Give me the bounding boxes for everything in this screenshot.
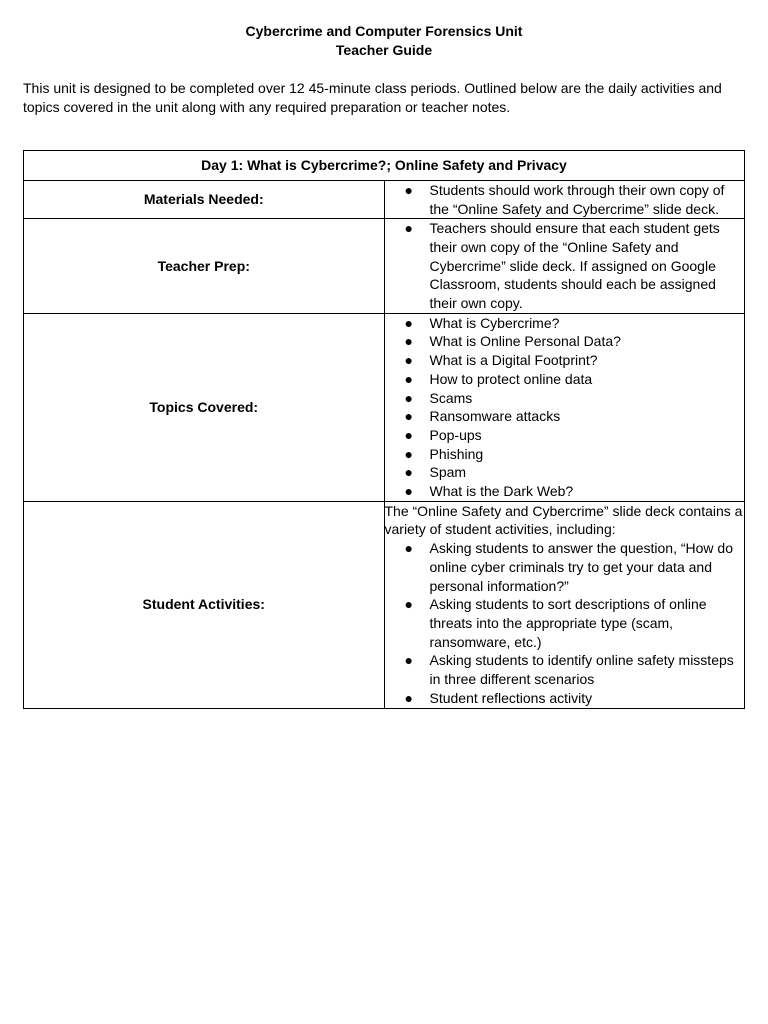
activities-label: Student Activities:	[24, 501, 385, 708]
bullet-icon: ●	[404, 464, 413, 481]
topics-row	[24, 313, 745, 501]
table-header-row	[24, 150, 745, 180]
list-item	[385, 445, 745, 464]
teacher-prep-label: Teacher Prep:	[24, 219, 385, 314]
list-item	[385, 539, 745, 595]
list-item	[385, 351, 745, 370]
intro-paragraph: This unit is designed to be completed over 12 45-minute class periods. Outlined below are the daily activities and topics covered in the unit along with any required preparation or teacher notes.	[23, 80, 722, 116]
list-item-text: What is the Dark Web?	[429, 483, 574, 500]
materials-row	[24, 180, 745, 218]
list-item	[385, 482, 745, 501]
bullet-icon: ●	[404, 314, 413, 331]
list-item	[385, 219, 745, 313]
bullet-icon: ●	[404, 389, 413, 406]
list-item	[385, 463, 745, 482]
list-item-text: Ransomware attacks	[429, 408, 561, 425]
teacher-prep-row	[24, 219, 745, 314]
list-item	[385, 689, 745, 708]
bullet-icon: ●	[404, 652, 413, 669]
list-item	[385, 314, 745, 333]
bullet-icon: ●	[404, 540, 413, 557]
document-subtitle: Teacher Guide	[335, 41, 433, 58]
topics-list	[385, 314, 745, 501]
activities-intro: The “Online Safety and Cybercrime” slide deck contains a variety of student activities, including:	[384, 502, 743, 538]
bullet-icon: ●	[404, 333, 413, 350]
list-item-text: Phishing	[429, 445, 484, 462]
list-item-text: Asking students to sort descriptions of online threats into the appropriate type (scam, ransomware, etc.)	[429, 596, 707, 650]
document-page	[23, 22, 745, 709]
bullet-icon: ●	[404, 596, 413, 613]
bullet-icon: ●	[404, 220, 413, 237]
list-item-text: Scams	[429, 389, 473, 406]
day-1-table	[23, 150, 745, 709]
list-item-text: What is Online Personal Data?	[429, 333, 621, 350]
list-item	[385, 426, 745, 445]
list-item	[385, 181, 745, 218]
topics-content	[384, 313, 745, 501]
list-item-text: How to protect online data	[429, 370, 593, 387]
list-item-text: What is Cybercrime?	[429, 314, 560, 331]
bullet-icon: ●	[404, 181, 413, 198]
list-item-text: What is a Digital Footprint?	[429, 352, 598, 369]
activities-row	[24, 501, 745, 708]
bullet-icon: ●	[404, 426, 413, 443]
bullet-icon: ●	[404, 352, 413, 369]
list-item	[385, 332, 745, 351]
activities-list	[385, 539, 745, 707]
bullet-icon: ●	[404, 483, 413, 500]
list-item-text: Spam	[429, 464, 467, 481]
materials-label: Materials Needed:	[24, 180, 385, 218]
topics-label: Topics Covered:	[24, 313, 385, 501]
day-header: Day 1: What is Cybercrime?; Online Safety and Privacy	[24, 150, 745, 180]
teacher-prep-list	[385, 219, 745, 313]
teacher-prep-content	[384, 219, 745, 314]
list-item-text: Student reflections activity	[429, 689, 593, 706]
list-item	[385, 370, 745, 389]
activities-content	[384, 501, 745, 708]
list-item-text: Asking students to answer the question, “How do online cyber criminals try to get your data and personal information?”	[429, 540, 734, 594]
materials-content	[384, 180, 745, 218]
list-item	[385, 407, 745, 426]
list-item-text: Asking students to identify online safety missteps in three different scenarios	[429, 652, 734, 688]
bullet-icon: ●	[404, 445, 413, 462]
materials-list	[385, 181, 745, 218]
list-item	[385, 651, 745, 688]
list-item-text: Students should work through their own copy of the “Online Safety and Cybercrime” slide deck.	[429, 181, 725, 217]
bullet-icon: ●	[404, 689, 413, 706]
list-item	[385, 389, 745, 408]
document-title: Cybercrime and Computer Forensics Unit	[245, 23, 523, 39]
list-item-text: Pop-ups	[429, 426, 482, 443]
list-item-text: Teachers should ensure that each student gets their own copy of the “Online Safety and Cybercrime” slide deck. If assigned on Google Classroom, students should each be assigned their own copy.	[429, 220, 720, 312]
bullet-icon: ●	[404, 408, 413, 425]
list-item	[385, 595, 745, 651]
bullet-icon: ●	[404, 370, 413, 387]
